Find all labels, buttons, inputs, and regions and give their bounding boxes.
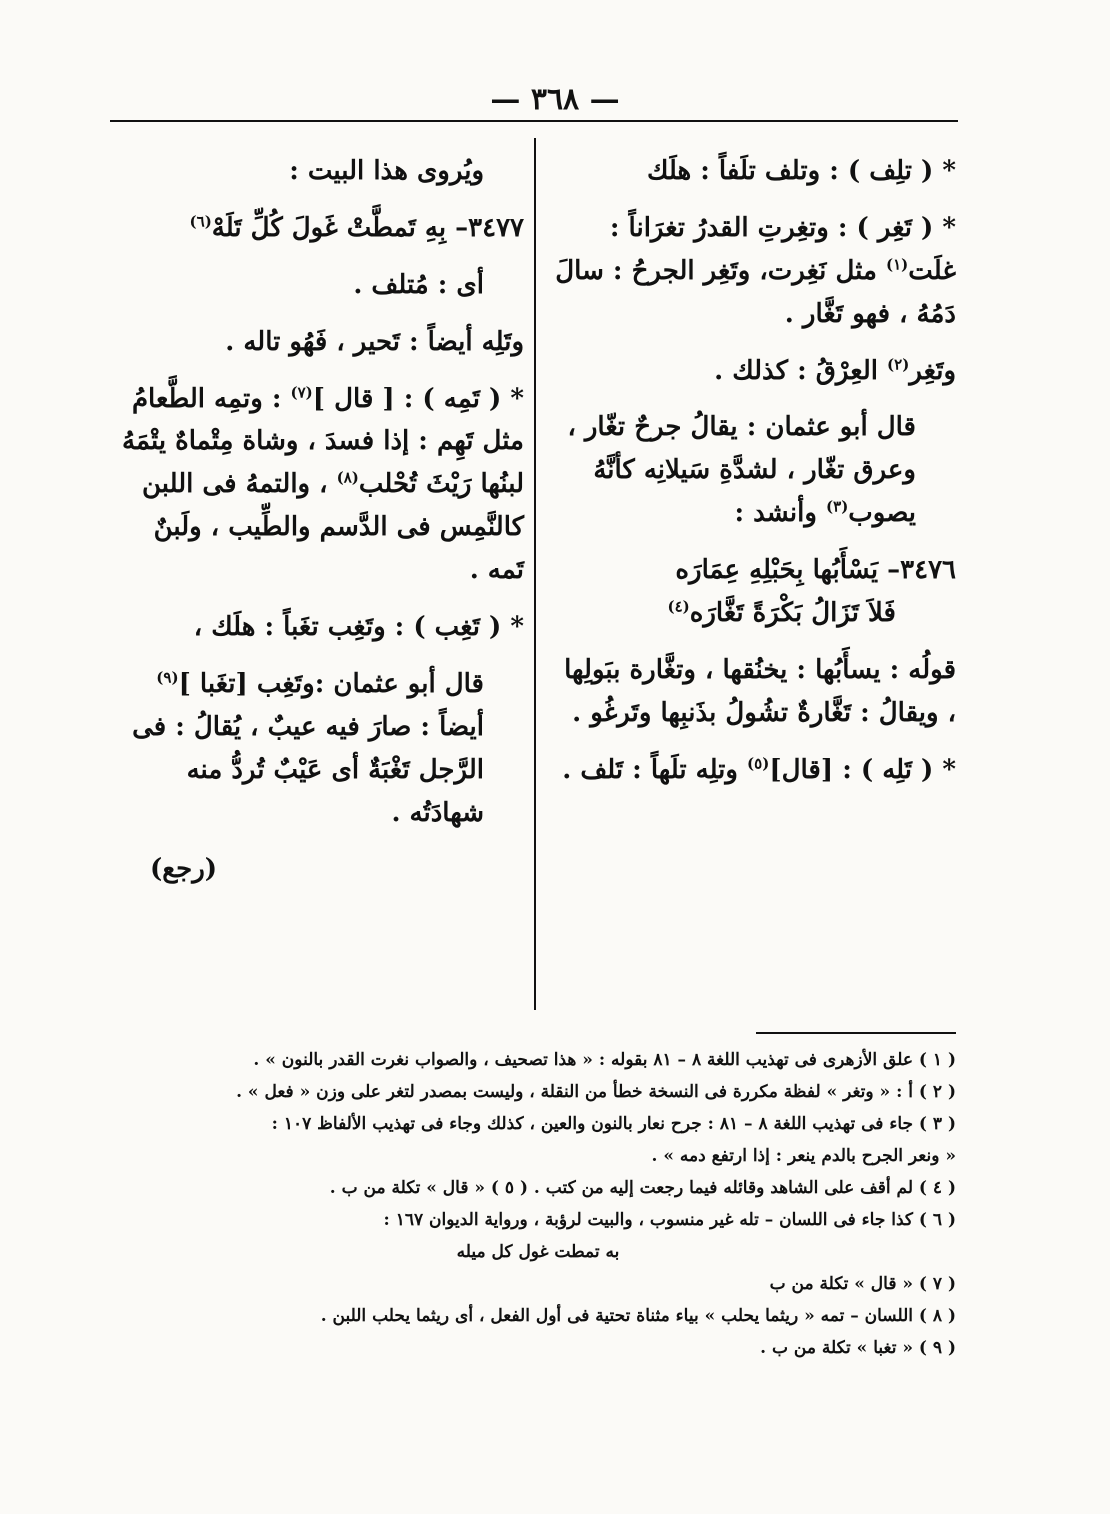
footnote-ref: (٤) xyxy=(667,597,690,616)
entry-talih: * ( تَلِه ) : [قال]$^{(٥)}$ وتلِه تلَهاً : تَلف . xyxy=(562,754,956,785)
footnote: ( ٨ ) اللسان – تمه « ريثما يحلب » بياء مثناة تحتية فى أول الفعل ، أى ريثما يحلب اللبن . xyxy=(320,1306,956,1326)
footnote: ( ٤ ) لم أقف على الشاهد وقائله فيما رجعت إليه من كتب . ( ٥ ) « قال » تكلة من ب . xyxy=(329,1178,956,1198)
footnote-ref: (٥) xyxy=(747,754,770,773)
footnote-ref: (٦) xyxy=(189,212,212,231)
verse-3477: ٣٤٧٧– بِهِ تَمطَّتْ غَولَ كُلِّ تَلَهْ$^{(٦)}$ xyxy=(189,212,524,243)
verse-line: فَلاَ تَزَالُ بَكْرَةً تَغَّارَه$^{(٤)}$ xyxy=(667,597,896,629)
entry-tamih: * ( تَمِه ) : [ قال ]$^{(٧)}$ : وتمِه الطَّعامُ مثل تَهِم : إذا فسدَ ، وشاة مِتْماهٌ يتْمَهُ لبنُها رَيْثَ تُحْلب$^{(٨)}$ ، والتمهُ فى اللبن كالنَّمِس فى الدَّسم والطِّيب ، ولَبنٌ تَمه . xyxy=(122,382,524,586)
footnotes xyxy=(120,1044,956,1364)
footnote: ( ٦ ) كذا جاء فى اللسان – تله غير منسوب ، والبيت لرؤبة ، ورواية الديوان ١٦٧ : xyxy=(383,1210,956,1230)
verse-intro: ويُروى هذا البيت : xyxy=(289,156,484,186)
footnote: ( ١ ) علق الأزهرى فى تهذيب اللغة ٨ – ٨١ بقوله : « هذا تصحيف ، والصواب نغرت القدر بالنون » . xyxy=(253,1050,956,1070)
quote-abu-uthman-2: قال أبو عثمان :وتَغِب [تغَبا ]$^{(٩)}$ أيضاً : صارَ فيه عيبٌ ، يُقالُ : فى الرَّجل تَغْبَةٌ أى عَيْبٌ تُردُّ منه شهادَتُه . xyxy=(132,668,484,828)
footnote: ( ٩ ) « تغبا » تكلة من ب . xyxy=(760,1338,956,1358)
footnote-ref: (٧) xyxy=(290,382,313,401)
footnote-rule xyxy=(756,1032,956,1034)
right-column xyxy=(548,150,956,806)
section-marker: (رجع) xyxy=(150,854,218,885)
quote-abu-uthman: قال أبو عثمان : يقالُ جرحٌ تغّار ، وعرق تغّار ، لشدَّةِ سَيلانِه كأنَّهُ يصوب$^{(٣)}$ وأنشد : xyxy=(567,412,916,529)
column-divider xyxy=(534,138,536,1010)
entry-talih-tahayyur: وتَلِه أيضاً : تَحير ، فَهُو تاله . xyxy=(225,326,524,357)
footnote: ( ٢ ) أ : « وتغر » لفظة مكررة فى النسخة خطأ من النقلة ، وليست بمصدر لتغر على وزن « فعل » . xyxy=(236,1082,956,1102)
footnote: ( ٣ ) جاء فى تهذيب اللغة ٨ – ٨١ : جرح نعار بالنون والعين ، كذلك وجاء فى تهذيب الألفاظ ١٠٧ : xyxy=(271,1114,956,1134)
verse-3476 xyxy=(548,549,956,635)
verse-line: ٣٤٧٦– يَسْأَبُها بِحَبْلِهِ عِمَارَه xyxy=(675,555,956,586)
footnote-ref: (٢) xyxy=(887,354,910,373)
footnote-ref: (٣) xyxy=(826,497,849,516)
page-number: — ٣٦٨ — xyxy=(490,82,620,117)
footnote-ref: (١) xyxy=(885,255,909,274)
header-rule xyxy=(110,120,958,122)
gloss-mutlif: أى : مُتلف . xyxy=(353,269,484,300)
footnote: « ونعر الجرح بالدم ينعر : إذا ارتفع دمه » . xyxy=(651,1146,956,1166)
footnote: ( ٧ ) « قال » تكلة من ب xyxy=(769,1274,956,1294)
entry-taghib: * ( تَغِب ) : وتَغِب تغَباً : هلَك ، xyxy=(193,612,524,643)
footnote-ref: (٩) xyxy=(156,668,179,687)
left-column xyxy=(120,150,524,905)
commentary: قولُه : يسأَبُها : يخنُقها ، وتغَّارة ببَولِها ، ويقالُ : تَغَّارةٌ تشُولُ بذَنبِها وتَرغُو . xyxy=(564,654,956,728)
footnote-verse: به تمطت غول كل ميله xyxy=(456,1242,620,1262)
entry-taghir: * ( تَغِر ) : وتغِرتِ القدرُ تغرَاناً : غلَت$^{(١)}$ مثل نَغِرت، وتَغِر الجرحُ : سالَ دَمُهُ ، فهو تَغَّار . xyxy=(555,212,956,329)
entry-talif: * ( تلِف ) : وتلف تلَفاً : هلَك xyxy=(646,156,956,186)
footnote-ref: (٨) xyxy=(336,468,359,487)
entry-taghir-irq: وتَغِر$^{(٢)}$ العِرْقُ : كذلك . xyxy=(714,354,956,386)
